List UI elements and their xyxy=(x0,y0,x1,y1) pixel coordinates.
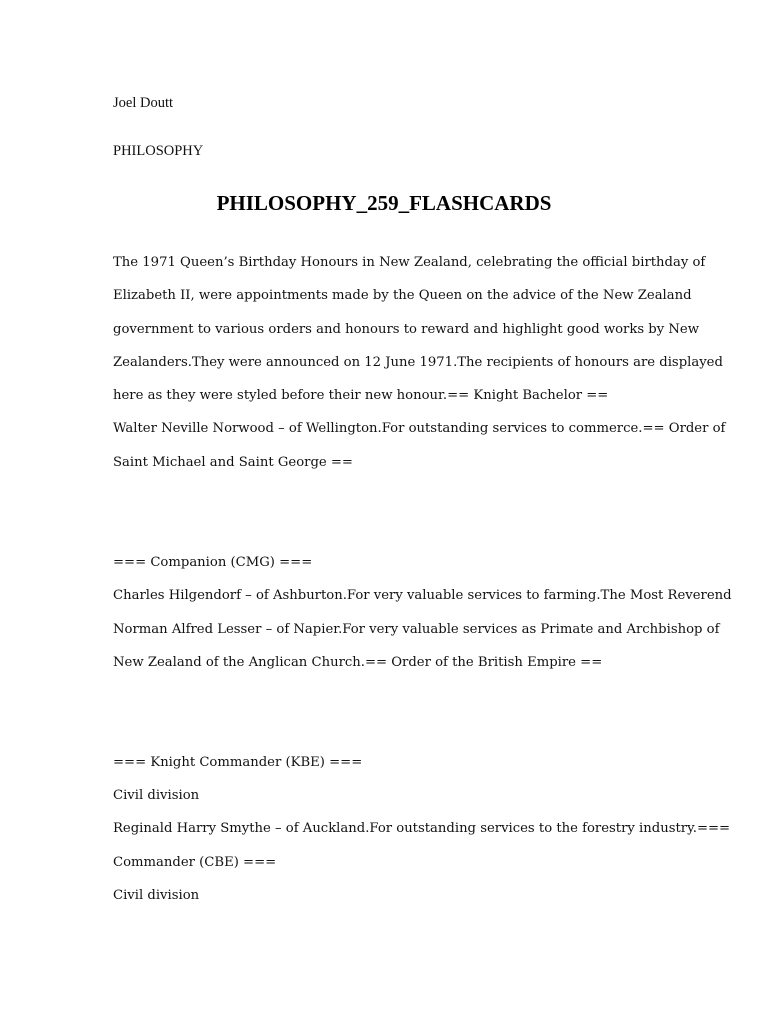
section-heading: === Knight Commander (KBE) === xyxy=(113,755,363,770)
body-line: Elizabeth II, were appointments made by the Queen on the advice of the New Zealand xyxy=(113,288,692,303)
body-line: government to various orders and honours to reward and highlight good works by New xyxy=(113,322,700,337)
body-line: Civil division xyxy=(113,888,200,903)
body-line: Reginald Harry Smythe – of Auckland.For outstanding services to the forestry industry.=== xyxy=(113,821,731,836)
subject-label: PHILOSOPHY xyxy=(113,143,204,159)
body-line: Charles Hilgendorf – of Ashburton.For very valuable services to farming.The Most Reverend xyxy=(113,588,732,603)
body-line: Commander (CBE) === xyxy=(113,855,277,870)
body-line: Walter Neville Norwood – of Wellington.For outstanding services to commerce.== Order of xyxy=(113,421,726,436)
section-heading: === Companion (CMG) === xyxy=(113,555,313,570)
body-line: New Zealand of the Anglican Church.== Order of the British Empire == xyxy=(113,655,603,670)
document-title: PHILOSOPHY_259_FLASHCARDS xyxy=(216,191,552,215)
body-line: Saint Michael and Saint George == xyxy=(113,455,353,470)
author-name: Joel Doutt xyxy=(113,95,174,111)
body-line: Norman Alfred Lesser – of Napier.For very valuable services as Primate and Archbishop of xyxy=(113,622,720,637)
body-line: Zealanders.They were announced on 12 June 1971.The recipients of honours are displayed xyxy=(113,355,723,370)
body-line: Civil division xyxy=(113,788,200,803)
body-line: The 1971 Queen’s Birthday Honours in New Zealand, celebrating the official birthday of xyxy=(113,255,706,270)
body-line: here as they were styled before their new honour.== Knight Bachelor == xyxy=(113,388,609,403)
